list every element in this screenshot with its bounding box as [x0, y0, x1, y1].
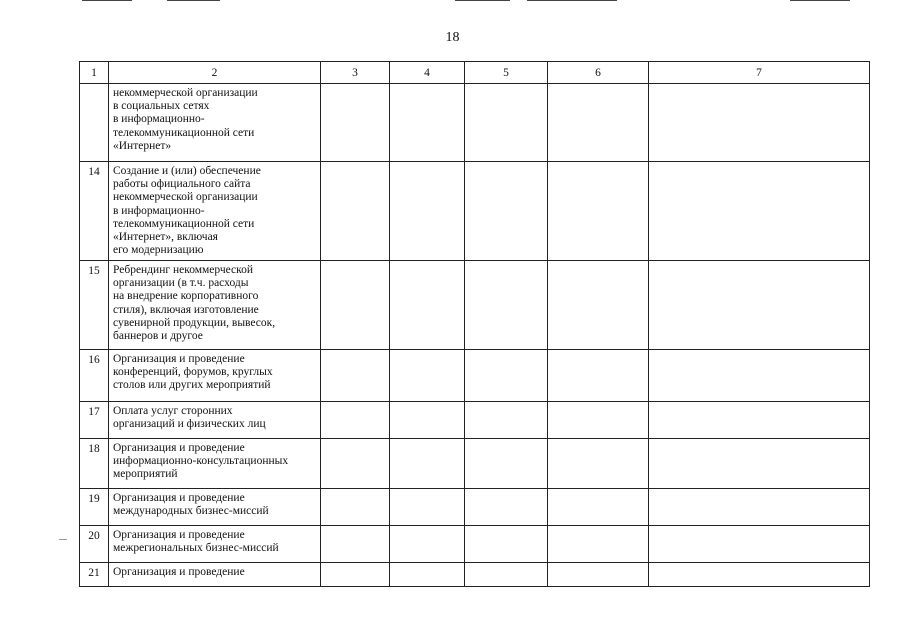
top-rule-mid-1 — [167, 0, 220, 1]
row-number: 17 — [80, 402, 109, 439]
cell-empty — [390, 439, 465, 489]
cell-empty — [548, 162, 649, 261]
cell-empty — [321, 350, 390, 402]
row-number: 18 — [80, 439, 109, 489]
table-row — [80, 563, 870, 587]
row-number: 15 — [80, 261, 109, 350]
column-header-1: 1 — [80, 62, 109, 84]
column-header-5: 5 — [465, 62, 548, 84]
table-row — [80, 489, 870, 526]
row-number — [80, 84, 109, 162]
table-row — [80, 84, 870, 162]
row-description: Ребрендинг некоммерческой организации (в т.ч. расходы на внедрение корпоративного стиля), включая изготовление сувенирной продукции, вывесок, баннеров и другое — [109, 261, 321, 350]
row-number: 16 — [80, 350, 109, 402]
cell-empty — [548, 489, 649, 526]
page-number: 18 — [445, 30, 460, 45]
cell-empty — [465, 526, 548, 563]
cell-empty — [321, 563, 390, 587]
cell-empty — [649, 526, 870, 563]
row-number: 21 — [80, 563, 109, 587]
cell-empty — [465, 261, 548, 350]
cell-empty — [548, 261, 649, 350]
cell-empty — [390, 402, 465, 439]
top-rule-left — [82, 0, 132, 1]
costs-table — [79, 61, 870, 587]
cell-empty — [649, 162, 870, 261]
table-row — [80, 439, 870, 489]
table-row — [80, 402, 870, 439]
cell-empty — [390, 563, 465, 587]
cell-empty — [390, 350, 465, 402]
cell-empty — [321, 84, 390, 162]
row-description: Организация и проведение информационно-консультационных мероприятий — [109, 439, 321, 489]
row-number: 19 — [80, 489, 109, 526]
top-rule-mid-2 — [455, 0, 510, 1]
table-row — [80, 526, 870, 563]
row-description: Организация и проведение конференций, форумов, круглых столов или других мероприятий — [109, 350, 321, 402]
column-header-4: 4 — [390, 62, 465, 84]
column-header-6: 6 — [548, 62, 649, 84]
column-header-2: 2 — [109, 62, 321, 84]
top-rule-mid-3 — [527, 0, 617, 1]
cell-empty — [649, 563, 870, 587]
top-rule-right — [790, 0, 850, 1]
margin-mark — [59, 539, 67, 540]
cell-empty — [465, 402, 548, 439]
cell-empty — [649, 261, 870, 350]
row-number: 20 — [80, 526, 109, 563]
cell-empty — [390, 261, 465, 350]
cell-empty — [548, 350, 649, 402]
cell-empty — [390, 526, 465, 563]
row-description: Организация и проведение международных бизнес-миссий — [109, 489, 321, 526]
row-number: 14 — [80, 162, 109, 261]
table-row — [80, 162, 870, 261]
table-row — [80, 261, 870, 350]
cell-empty — [649, 439, 870, 489]
row-description: Организация и проведение межрегиональных бизнес-миссий — [109, 526, 321, 563]
row-description: некоммерческой организации в социальных сетях в информационно- телекоммуникационной сети «Интернет» — [109, 84, 321, 162]
row-description: Организация и проведение — [109, 563, 321, 587]
cell-empty — [465, 162, 548, 261]
cell-empty — [465, 439, 548, 489]
column-header-7: 7 — [649, 62, 870, 84]
cell-empty — [649, 489, 870, 526]
cell-empty — [649, 84, 870, 162]
cell-empty — [321, 162, 390, 261]
cell-empty — [548, 402, 649, 439]
cell-empty — [390, 84, 465, 162]
cell-empty — [649, 350, 870, 402]
cell-empty — [321, 439, 390, 489]
header-row — [80, 62, 870, 84]
cell-empty — [548, 526, 649, 563]
cell-empty — [548, 84, 649, 162]
cell-empty — [390, 489, 465, 526]
cell-empty — [465, 350, 548, 402]
cell-empty — [321, 261, 390, 350]
row-description: Создание и (или) обеспечение работы официального сайта некоммерческой организации в информационно- телекоммуникационной сети «Интернет», включая его модернизацию — [109, 162, 321, 261]
cell-empty — [321, 489, 390, 526]
cell-empty — [465, 489, 548, 526]
cell-empty — [321, 526, 390, 563]
cell-empty — [465, 84, 548, 162]
row-description: Оплата услуг сторонних организаций и физических лиц — [109, 402, 321, 439]
cell-empty — [548, 563, 649, 587]
cell-empty — [390, 162, 465, 261]
table-row — [80, 350, 870, 402]
cell-empty — [321, 402, 390, 439]
cell-empty — [548, 439, 649, 489]
cell-empty — [465, 563, 548, 587]
column-header-3: 3 — [321, 62, 390, 84]
cell-empty — [649, 402, 870, 439]
